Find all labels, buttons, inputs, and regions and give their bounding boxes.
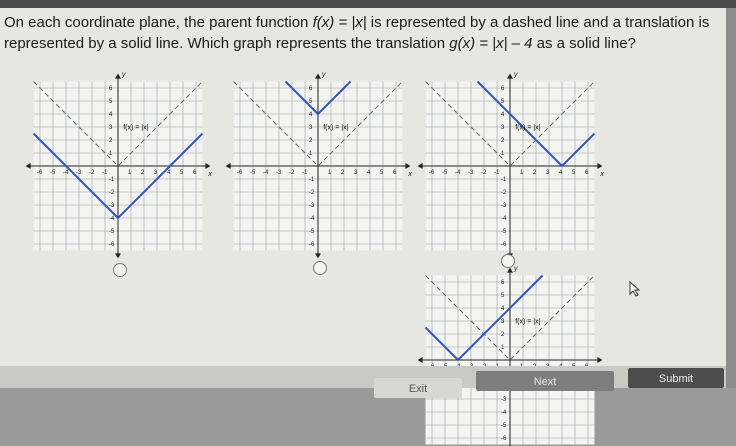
radio-option-c[interactable]	[501, 254, 515, 268]
x-tick-label: 1	[520, 170, 524, 176]
x-tick-label: -5	[442, 170, 448, 176]
question-part-3: as a solid line?	[532, 35, 636, 52]
y-tick-label: 1	[501, 345, 505, 351]
x-tick-label: 2	[533, 170, 537, 176]
y-axis-label: y	[514, 71, 518, 79]
x-tick-label: -4	[63, 170, 69, 176]
y-tick-label: -4	[109, 216, 115, 222]
next-button[interactable]: Next	[476, 371, 614, 391]
translation-function: g(x) = |x| – 4	[449, 35, 533, 52]
y-tick-label: 2	[109, 138, 113, 144]
y-tick-label: -1	[109, 177, 115, 183]
x-tick-label: -3	[468, 170, 474, 176]
y-axis-label: y	[514, 265, 518, 273]
x-tick-label: 4	[367, 170, 371, 176]
x-tick-label: -2	[481, 170, 487, 176]
y-tick-label: 4	[109, 112, 113, 118]
x-tick-label: -6	[429, 170, 435, 176]
y-tick-label: 3	[309, 125, 313, 131]
y-tick-label: -3	[501, 203, 507, 209]
y-tick-label: 1	[309, 151, 313, 157]
coordinate-plane-c	[420, 71, 604, 252]
function-label: f(x) = |x|	[323, 124, 349, 132]
x-tick-label: 4	[167, 170, 171, 176]
mouse-pointer-icon	[629, 281, 641, 297]
y-axis-label: y	[122, 71, 126, 79]
y-tick-label: -6	[109, 242, 115, 248]
y-tick-label: 2	[501, 138, 505, 144]
graph-option-b[interactable]	[228, 71, 412, 252]
x-axis-label: x	[600, 171, 604, 178]
function-label: f(x) = |x|	[123, 124, 149, 132]
x-tick-label: -6	[37, 170, 43, 176]
x-tick-label: -2	[289, 170, 295, 176]
x-tick-label: 6	[585, 170, 589, 176]
x-tick-label: -6	[237, 170, 243, 176]
function-label: f(x) = |x|	[515, 318, 541, 326]
y-tick-label: 3	[109, 125, 113, 131]
y-tick-label: -3	[109, 203, 115, 209]
x-tick-label: 4	[559, 170, 563, 176]
x-tick-label: -3	[276, 170, 282, 176]
function-label: f(x) = |x|	[515, 124, 541, 132]
question-text	[4, 12, 724, 54]
x-tick-label: 5	[572, 170, 576, 176]
x-tick-label: -1	[102, 170, 108, 176]
y-tick-label: -1	[501, 177, 507, 183]
y-tick-label: 6	[501, 86, 505, 92]
y-tick-label: -4	[501, 216, 507, 222]
radio-option-a[interactable]	[113, 263, 127, 277]
coordinate-plane-d	[420, 265, 600, 446]
y-tick-label: -3	[309, 203, 315, 209]
x-tick-label: 1	[328, 170, 332, 176]
y-tick-label: -3	[501, 397, 507, 403]
x-tick-label: 1	[128, 170, 132, 176]
y-tick-label: 4	[309, 112, 313, 118]
y-tick-label: 3	[501, 319, 505, 325]
coordinate-plane-a	[28, 71, 212, 252]
y-tick-label: 6	[109, 86, 113, 92]
y-tick-label: 2	[501, 332, 505, 338]
x-tick-label: 3	[154, 170, 158, 176]
x-tick-label: -4	[455, 170, 461, 176]
x-tick-label: 5	[380, 170, 384, 176]
y-tick-label: -6	[501, 436, 507, 442]
y-tick-label: 5	[109, 99, 113, 105]
x-tick-label: -5	[50, 170, 56, 176]
y-axis-label: y	[322, 71, 326, 79]
bottom-toolbar	[0, 366, 726, 388]
graph-option-d[interactable]	[420, 265, 600, 446]
x-tick-label: -3	[76, 170, 82, 176]
x-tick-label: 2	[341, 170, 345, 176]
y-tick-label: 1	[501, 151, 505, 157]
radio-option-b[interactable]	[313, 261, 327, 275]
parent-function: f(x) = |x|	[312, 14, 367, 31]
x-tick-label: 5	[180, 170, 184, 176]
top-bar	[0, 0, 736, 8]
y-tick-label: -1	[309, 177, 315, 183]
x-tick-label: -2	[89, 170, 95, 176]
submit-button[interactable]: Submit	[628, 368, 724, 388]
y-tick-label: 1	[109, 151, 113, 157]
y-tick-label: -6	[309, 242, 315, 248]
y-tick-label: -4	[501, 410, 507, 416]
graph-option-c[interactable]	[420, 71, 604, 252]
y-tick-label: -6	[501, 242, 507, 248]
y-tick-label: 5	[501, 293, 505, 299]
x-tick-label: 6	[193, 170, 197, 176]
y-tick-label: -4	[309, 216, 315, 222]
x-tick-label: -1	[494, 170, 500, 176]
y-tick-label: -2	[109, 190, 115, 196]
right-edge	[726, 8, 736, 388]
graph-option-a[interactable]	[28, 71, 212, 252]
y-tick-label: -2	[501, 190, 507, 196]
x-axis-label: x	[208, 171, 212, 178]
coordinate-plane-b	[228, 71, 412, 252]
y-tick-label: -5	[309, 229, 315, 235]
x-tick-label: 6	[393, 170, 397, 176]
x-axis-label: x	[408, 171, 412, 178]
x-tick-label: 3	[354, 170, 358, 176]
y-tick-label: 4	[501, 306, 505, 312]
question-part-1: On each coordinate plane, the parent function	[4, 14, 313, 31]
x-tick-label: 3	[546, 170, 550, 176]
y-tick-label: 6	[309, 86, 313, 92]
question-part-2: is represented by a dashed line and a translation is represented by a solid line. Which graph represents the translation	[4, 14, 710, 52]
y-tick-label: -5	[501, 423, 507, 429]
y-tick-label: 5	[501, 99, 505, 105]
y-tick-label: 3	[501, 125, 505, 131]
y-tick-label: 5	[309, 99, 313, 105]
y-tick-label: -2	[309, 190, 315, 196]
y-tick-label: 2	[309, 138, 313, 144]
x-tick-label: -5	[250, 170, 256, 176]
y-tick-label: 6	[501, 280, 505, 286]
y-tick-label: -5	[109, 229, 115, 235]
x-tick-label: -1	[302, 170, 308, 176]
exit-button[interactable]: Exit	[374, 378, 462, 398]
y-tick-label: 4	[501, 112, 505, 118]
y-tick-label: -5	[501, 229, 507, 235]
x-tick-label: -4	[263, 170, 269, 176]
x-tick-label: 2	[141, 170, 145, 176]
